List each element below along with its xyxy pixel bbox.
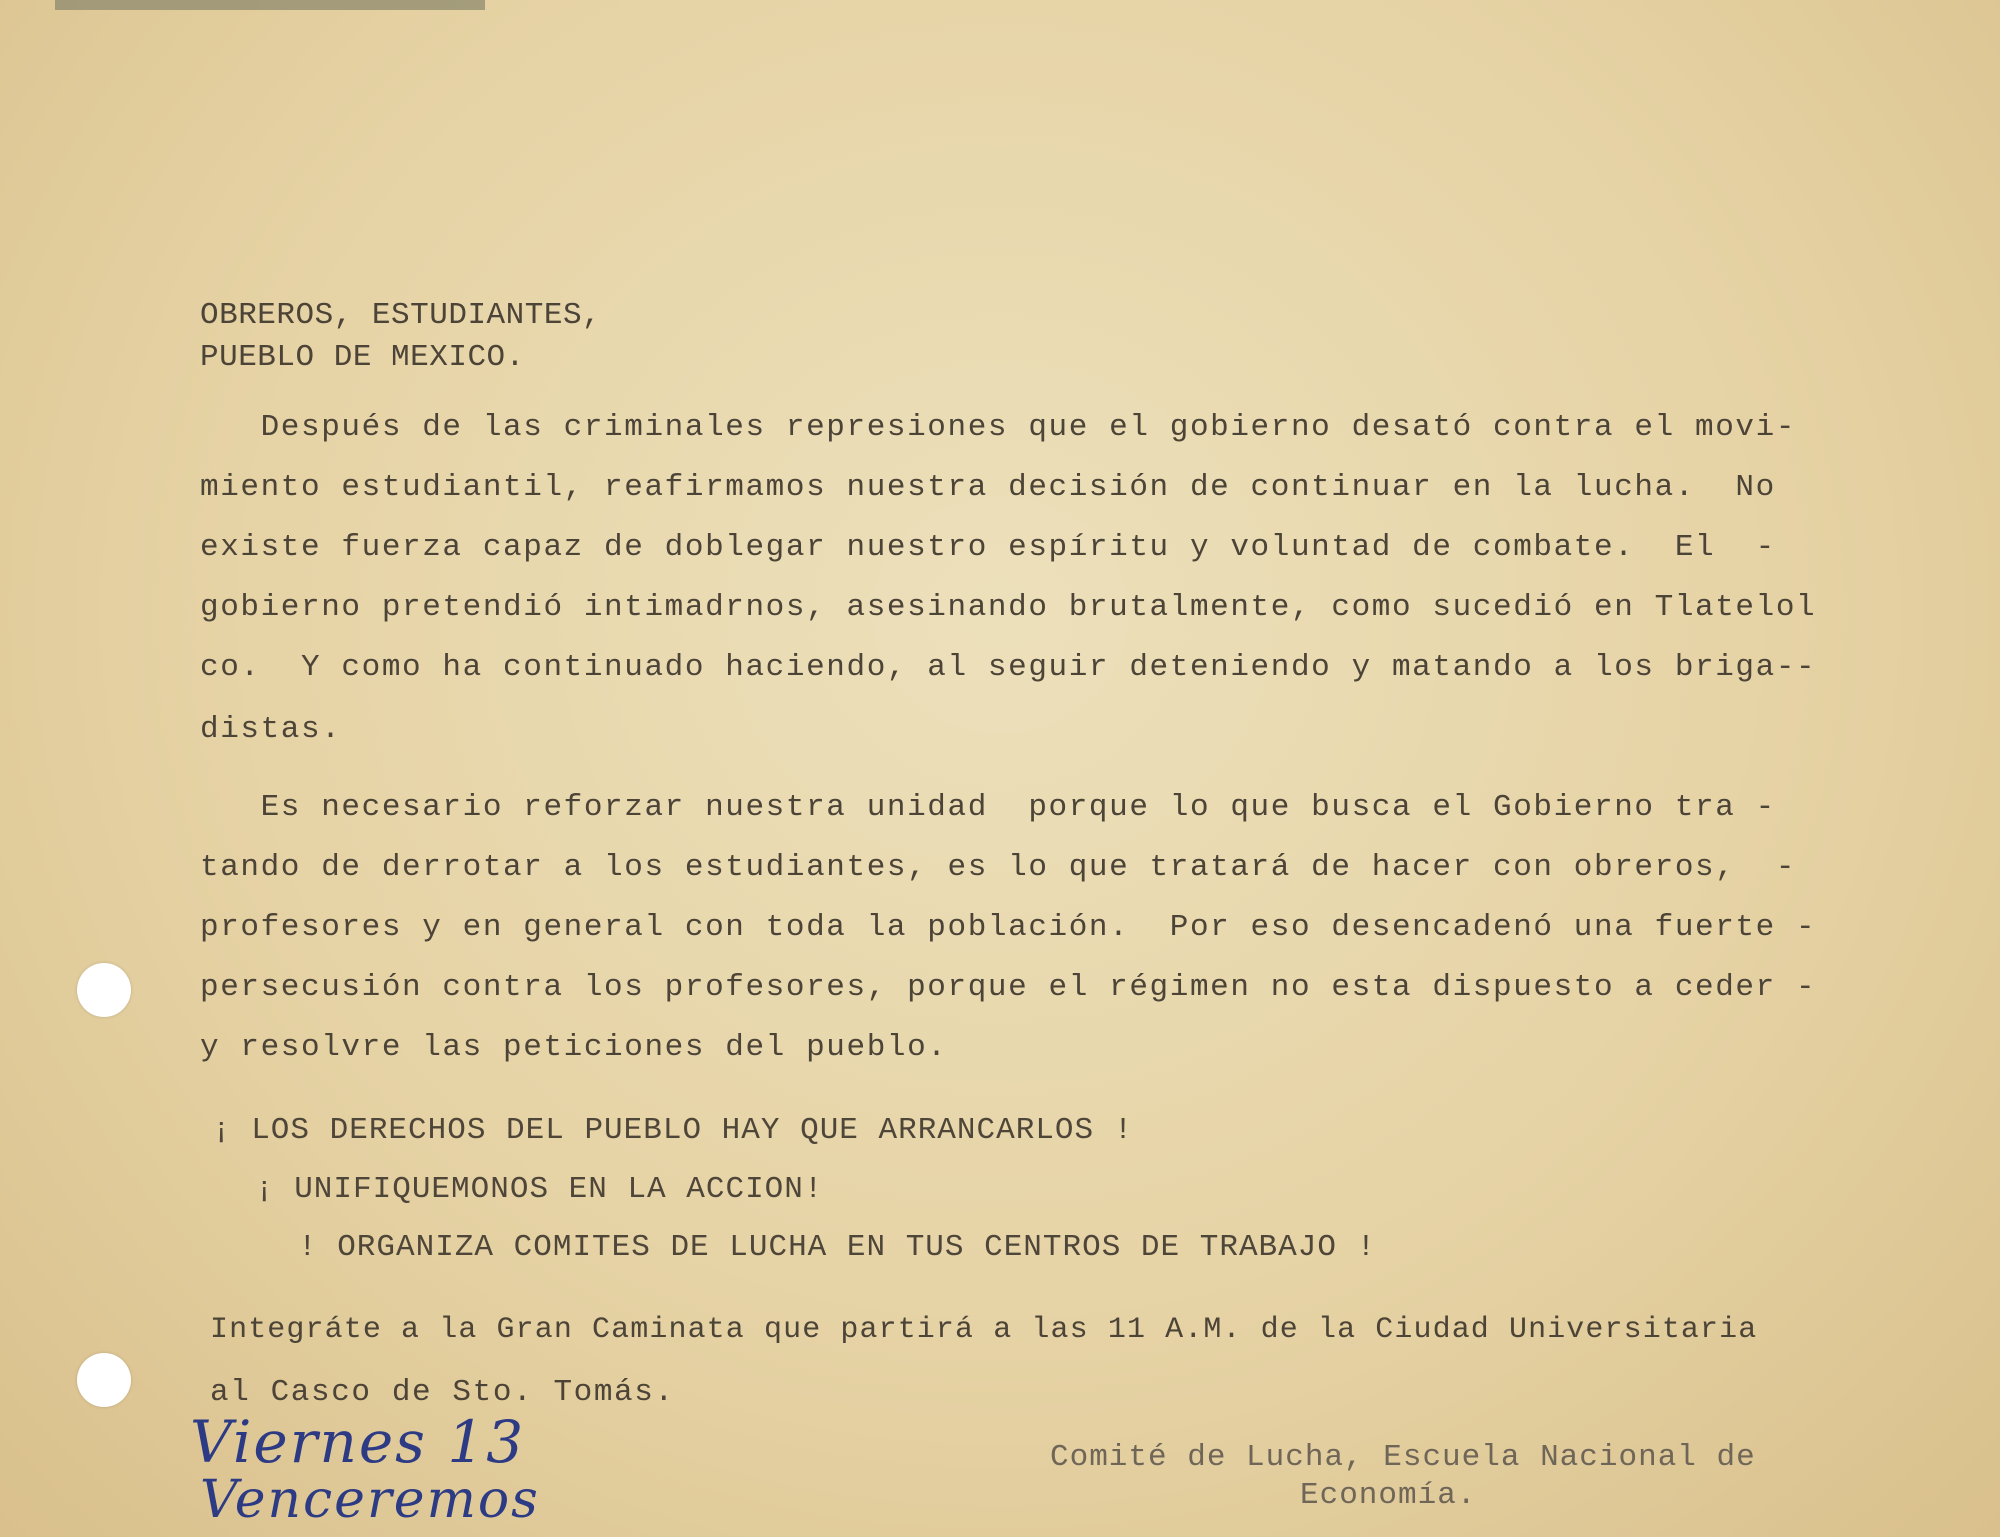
handwritten-note-slogan: Venceremos bbox=[200, 1470, 540, 1530]
punch-hole-top bbox=[77, 963, 131, 1017]
paragraph-2-line: tando de derrotar a los estudiantes, es lo que tratará de hacer con obreros, - bbox=[200, 850, 1797, 885]
invitation-line-1: Integráte a la Gran Caminata que partirá a las 11 A.M. de la Ciudad Universitaria bbox=[210, 1313, 1758, 1347]
paragraph-2-line: profesores y en general con toda la población. Por eso desencadenó una fuerte - bbox=[200, 910, 1817, 945]
signature-line-1: Comité de Lucha, Escuela Nacional de bbox=[1050, 1440, 1756, 1475]
invitation-line-2: al Casco de Sto. Tomás. bbox=[210, 1375, 675, 1410]
signature-line-2: Economía. bbox=[1300, 1478, 1477, 1513]
punch-hole-bottom bbox=[77, 1353, 131, 1407]
slogan-2: ¡ UNIFIQUEMONOS EN LA ACCION! bbox=[255, 1172, 824, 1207]
paragraph-1-line: co. Y como ha continuado haciendo, al seguir deteniendo y matando a los briga-- bbox=[200, 650, 1817, 685]
paragraph-1-line: Después de las criminales represiones que el gobierno desató contra el movi- bbox=[200, 410, 1797, 445]
paragraph-1-line: miento estudiantil, reafirmamos nuestra decisión de continuar en la lucha. No bbox=[200, 470, 1776, 505]
paragraph-1-line: distas. bbox=[200, 712, 342, 747]
slogan-1: ¡ LOS DERECHOS DEL PUEBLO HAY QUE ARRANCARLOS ! bbox=[212, 1113, 1134, 1148]
paragraph-2-line: persecusión contra los profesores, porque el régimen no esta dispuesto a ceder - bbox=[200, 970, 1817, 1005]
salutation-line-2: PUEBLO DE MEXICO. bbox=[200, 340, 525, 375]
slogan-3: ! ORGANIZA COMITES DE LUCHA EN TUS CENTROS DE TRABAJO ! bbox=[298, 1230, 1377, 1265]
paragraph-1-line: existe fuerza capaz de doblegar nuestro espíritu y voluntad de combate. El - bbox=[200, 530, 1776, 565]
paragraph-1-line: gobierno pretendió intimadrnos, asesinando brutalmente, como sucedió en Tlatelol bbox=[200, 590, 1817, 625]
paragraph-2-line: Es necesario reforzar nuestra unidad porque lo que busca el Gobierno tra - bbox=[200, 790, 1776, 825]
paper-edge-strip bbox=[55, 0, 485, 10]
paragraph-2-line: y resolvre las peticiones del pueblo. bbox=[200, 1030, 948, 1065]
salutation-line-1: OBREROS, ESTUDIANTES, bbox=[200, 298, 602, 333]
handwritten-note-date: Viernes 13 bbox=[190, 1408, 526, 1476]
